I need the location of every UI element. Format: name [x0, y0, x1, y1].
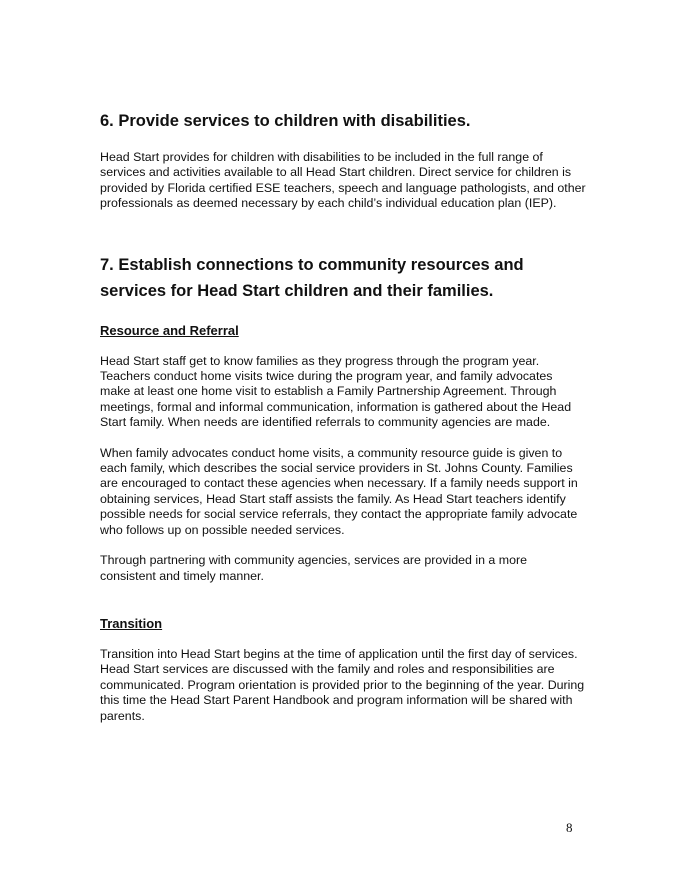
section-7-heading: 7. Establish connections to community resources and services for Head Start children and their families.: [100, 255, 524, 300]
page-content: [100, 108, 586, 724]
section-6-heading: 6. Provide services to children with disabilities.: [100, 112, 471, 130]
resource-referral-paragraph-3: Through partnering with community agencies, services are provided in a more consistent and timely manner.: [100, 553, 527, 583]
transition-subheading: Transition: [100, 615, 163, 631]
transition-paragraph: Transition into Head Start begins at the time of application until the first day of services. Head Start services are discussed with the family and roles and responsibilities are communicated. Program orientation is provided prior to the beginning of the year. During this time the Head Start Parent Handbook and program information will be shared with parents.: [100, 646, 585, 723]
section-6-paragraph: Head Start provides for children with disabilities to be included in the full range of services and activities available to all Head Start children. Direct service for children is provided by Florida certified ESE teachers, speech and language pathologists, and other professionals as deemed necessary by each child’s individual education plan (IEP).: [100, 150, 586, 211]
page-number: 8: [566, 820, 573, 835]
resource-referral-subheading: Resource and Referral: [100, 322, 239, 338]
resource-referral-paragraph-1: Head Start staff get to know families as they progress through the program year. Teachers conduct home visits twice during the program year, and family advocates make at least one home visit to establish a Family Partnership Agreement. Through meetings, formal and informal communication, information is gathered about the Head Start family. When needs are identified referrals to community agencies are made.: [100, 353, 572, 430]
resource-referral-paragraph-2: When family advocates conduct home visits, a community resource guide is given to each family, which describes the social service providers in St. Johns County. Families are encouraged to contact these agencies when necessary. If a family needs support in obtaining services, Head Start staff assists the family. As Head Start teachers identify possible needs for social service referrals, they contact the appropriate family advocate who follows up on possible needed services.: [100, 445, 578, 537]
